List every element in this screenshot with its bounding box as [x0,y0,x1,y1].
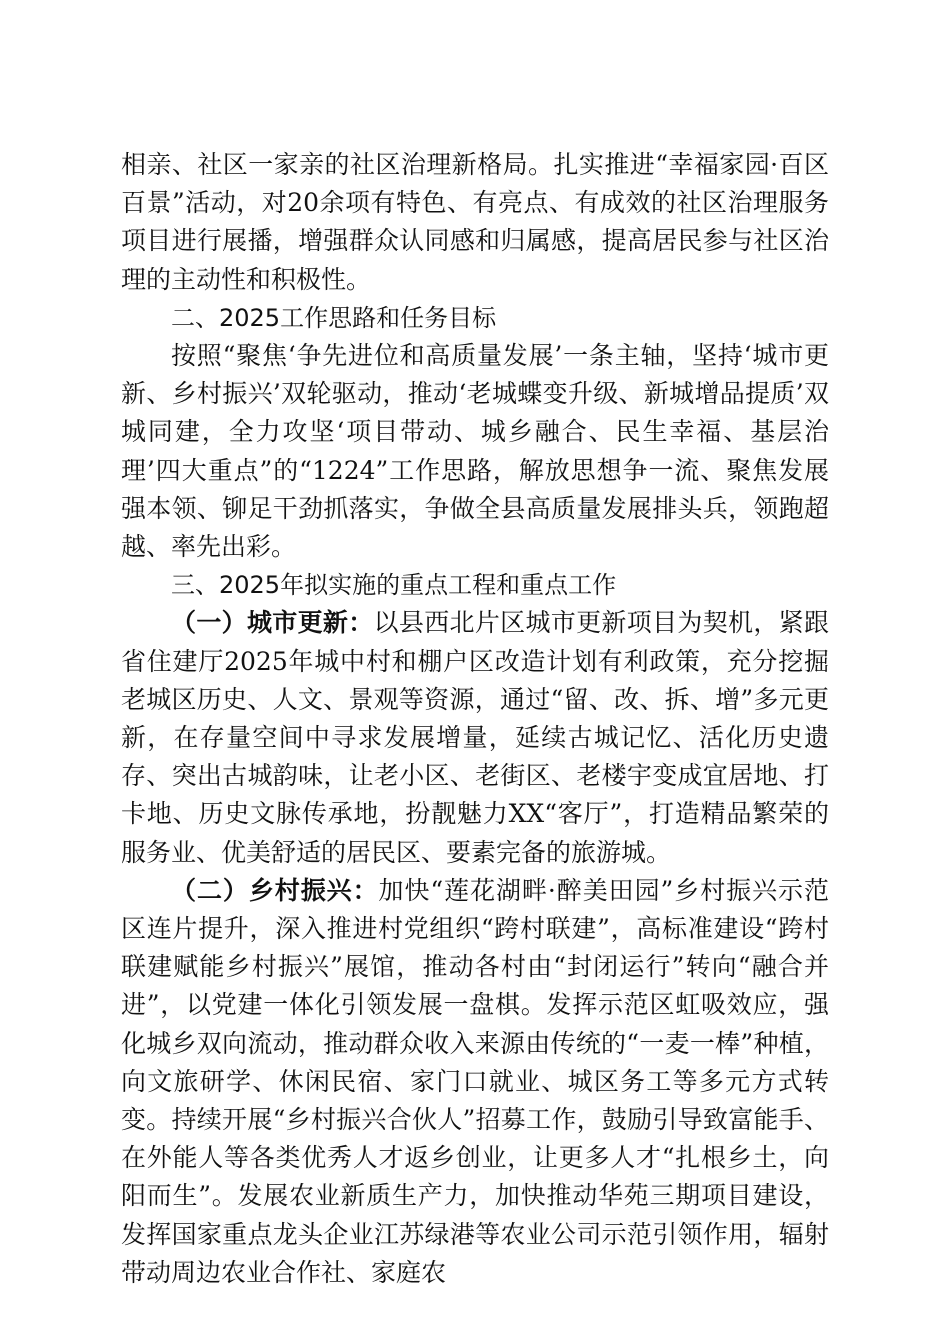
paragraph-urban-renewal [121,604,829,871]
paragraph-rural-revitalization [121,872,829,1292]
paragraph-continuation: 相亲、社区一家亲的社区治理新格局。扎实推进“幸福家园·百区百景”活动，对20余项有特色、有亮点、有成效的社区治理服务项目进行展播，增强群众认同感和归属感，提高居民参与社区治理的主动性和积极性。 [121,150,829,294]
paragraph-work-approach: 按照“聚焦‘争先进位和高质量发展’一条主轴，坚持‘城市更新、乡村振兴’双轮驱动，推动‘老城蝶变升级、新城增品提质’双城同建，全力攻坚‘项目带动、城乡融合、民生幸福、基层治理’四大重点”的“1224”工作思路，解放思想争一流、聚焦发展强本领、铆足干劲抓落实，争做全县高质量发展排头兵，领跑超越、率先出彩。 [121,341,829,562]
subheading-urban-renewal: （一）城市更新： [171,608,374,638]
section-heading-2: 二、2025工作思路和任务目标 [171,303,497,332]
urban-renewal-body: 以县西北片区城市更新项目为契机，紧跟省住建厅2025年城中村和棚户区改造计划有利政策，充分挖掘老城区历史、人文、景观等资源，通过“留、改、拆、增”多元更新，在存量空间中寻求发展增量，延续古城记忆、活化历史遗存、突出古城韵味，让老小区、老街区、老楼宇变成宜居地、打卡地、历史文脉传承地，扮靓魅力XX“客厅”，打造精品繁荣的服务业、优美舒适的居民区、要素完备的旅游城。 [121,608,829,867]
section-heading-3: 三、2025年拟实施的重点工程和重点工作 [171,571,617,600]
subheading-rural-revitalization: （二）乡村振兴： [171,875,379,905]
rural-revitalization-body: 加快“莲花湖畔·醉美田园”乡村振兴示范区连片提升，深入推进村党组织“跨村联建”，高标准建设“跨村联建赋能乡村振兴”展馆，推动各村由“封闭运行”转向“融合并进”，以党建一体化引领发展一盘棋。发挥示范区虹吸效应，强化城乡双向流动，推动群众收入来源由传统的“一麦一棒”种植，向文旅研学、休闲民宿、家门口就业、城区务工等多元方式转变。持续开展“乡村振兴合伙人”招募工作，鼓励引导致富能手、在外能人等各类优秀人才返乡创业，让更多人才“扎根乡土，向阳而生”。发展农业新质生产力，加快推动华苑三期项目建设，发挥国家重点龙头企业江苏绿港等农业公司示范引领作用，辐射带动周边农业合作社、家庭农 [121,875,829,1287]
document-page [121,146,829,1292]
